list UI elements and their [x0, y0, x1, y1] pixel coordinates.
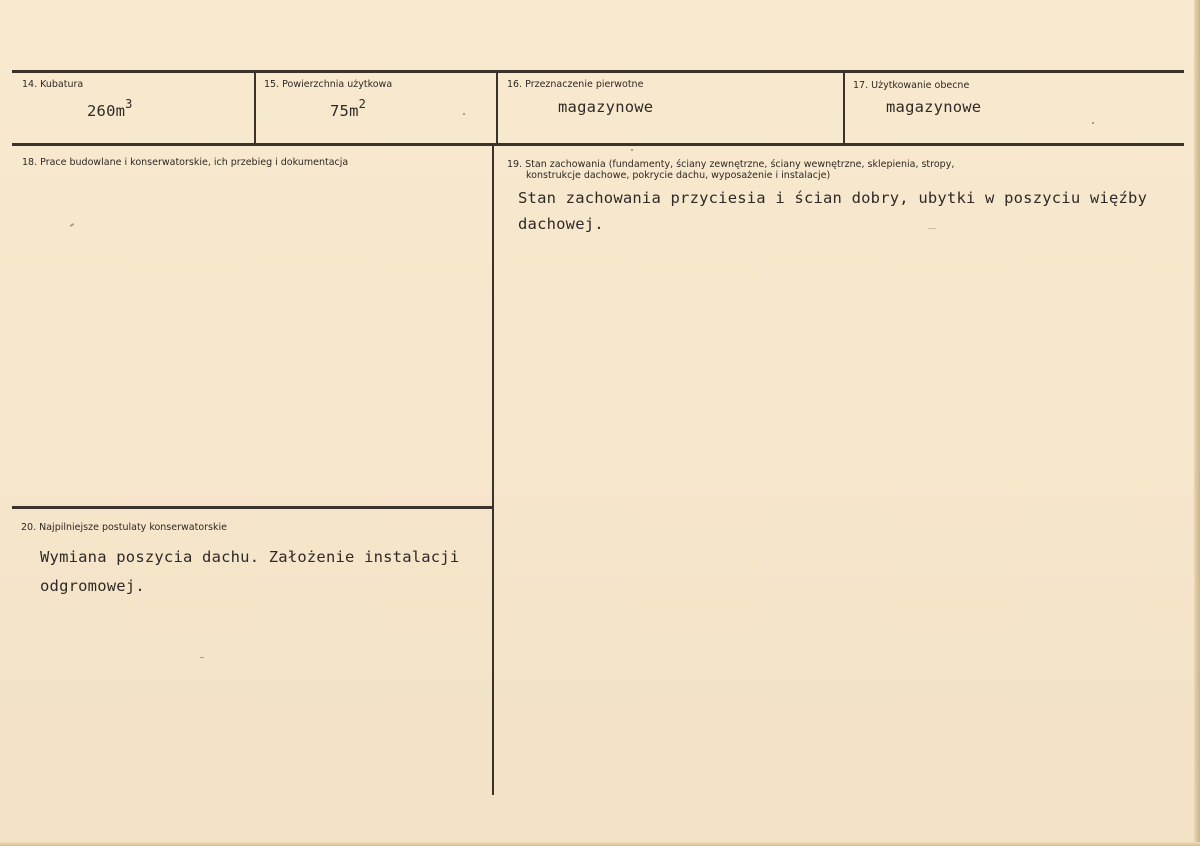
- paper-speck: [928, 228, 936, 229]
- field-15-superscript: 2: [358, 97, 367, 111]
- paper-speck: [70, 223, 74, 227]
- paper-speck: [631, 149, 633, 151]
- field-14-superscript: 3: [125, 97, 133, 111]
- field-18-label: 18. Prace budowlane i konserwatorskie, ich przebieg i dokumentacja: [22, 157, 349, 168]
- field-15-value: [330, 99, 366, 120]
- field-19-label-line2: konstrukcje dachowe, pokrycie dachu, wyposażenie i instalacje): [526, 170, 831, 181]
- paper-speck: [1092, 122, 1094, 124]
- field-19-text-line2: dachowej.: [518, 215, 604, 233]
- section-divider-18-20: [12, 506, 493, 509]
- field-14-value: [87, 99, 133, 120]
- top-border-line: [12, 70, 1184, 73]
- row-divider-line: [12, 143, 1184, 146]
- field-20-text-line2: odgromowej.: [40, 577, 145, 595]
- field-15-label: 15. Powierzchnia użytkowa: [264, 79, 393, 90]
- column-divider-16-17: [843, 71, 845, 145]
- paper-right-edge: [1194, 0, 1200, 846]
- field-20-text-line1: Wymiana poszycia dachu. Założenie instalacji: [40, 548, 460, 566]
- paper-bottom-edge: [0, 842, 1200, 846]
- field-17-value: magazynowe: [886, 98, 982, 116]
- field-19-label-line1: 19. Stan zachowania (fundamenty, ściany zewnętrzne, ściany wewnętrzne, sklepienia, stropy,: [507, 159, 955, 170]
- paper-speck: [463, 113, 465, 115]
- paper-speck: [200, 657, 204, 658]
- column-divider-15-16: [496, 71, 498, 145]
- field-14-number: 260m: [87, 102, 126, 121]
- column-divider-main: [492, 145, 494, 795]
- field-16-label: 16. Przeznaczenie pierwotne: [507, 79, 644, 90]
- field-15-number: 75m: [330, 102, 359, 121]
- field-17-label: 17. Użytkowanie obecne: [853, 80, 970, 91]
- field-20-label: 20. Najpilniejsze postulaty konserwatorskie: [21, 522, 227, 533]
- field-16-value: magazynowe: [558, 98, 654, 116]
- field-14-label: 14. Kubatura: [22, 79, 84, 90]
- column-divider-14-15: [254, 71, 256, 145]
- field-19-text-line1: Stan zachowania przyciesia i ścian dobry, ubytki w poszyciu więźby: [518, 189, 1148, 207]
